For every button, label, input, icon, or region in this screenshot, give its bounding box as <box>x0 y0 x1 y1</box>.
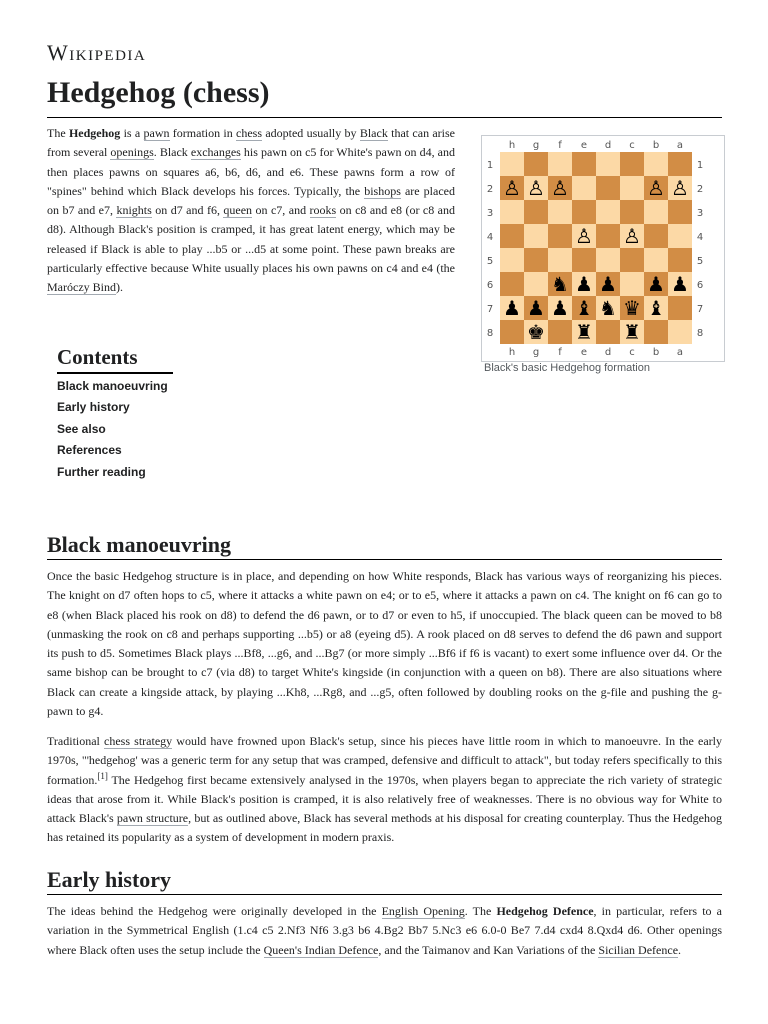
white-pawn-icon: ♙ <box>671 176 689 200</box>
file-label: h <box>508 140 516 151</box>
board-square <box>620 272 644 296</box>
file-label: g <box>532 347 540 358</box>
bold-term: Hedgehog <box>68 126 121 140</box>
file-label: b <box>652 347 660 358</box>
rank-label: 8 <box>696 328 704 339</box>
inline-link[interactable]: queen <box>223 203 253 218</box>
inline-link[interactable]: Black <box>359 126 388 140</box>
rank-label: 7 <box>696 304 704 315</box>
board-square <box>548 200 572 224</box>
rank-label: 1 <box>486 160 494 171</box>
board-square <box>596 224 620 248</box>
white-pawn-icon: ♙ <box>623 224 641 248</box>
diagram-caption: Black's basic Hedgehog formation <box>484 362 650 374</box>
black-knight-icon: ♞ <box>551 272 569 296</box>
file-label: e <box>580 347 588 358</box>
board-square <box>596 248 620 272</box>
inline-link[interactable]: rooks <box>309 203 337 218</box>
black-knight-icon: ♞ <box>599 296 617 320</box>
rank-label: 5 <box>486 256 494 267</box>
section-divider <box>47 894 722 895</box>
file-label: d <box>604 347 612 358</box>
board-square <box>500 224 524 248</box>
toc-item[interactable]: References <box>57 443 122 458</box>
black-pawn-icon: ♟ <box>551 296 569 320</box>
text-run: would have frowned upon Black's setup, since his pieces have little room in which to manoeuvre. In the early 1970s, "'hedgehog' was a generic term for any setup that was cramped, defensive and difficult to attack", but today refers specifically to this formation. <box>47 734 722 787</box>
rank-label: 3 <box>696 208 704 219</box>
inline-link[interactable]: chess strategy <box>104 734 173 748</box>
inline-link[interactable]: exchanges <box>190 145 241 160</box>
board-square <box>620 176 644 200</box>
board-square <box>524 248 548 272</box>
file-label: h <box>508 347 516 358</box>
page-title: Hedgehog (chess) <box>47 76 270 109</box>
black-rook-icon: ♜ <box>575 320 593 344</box>
toc-item[interactable]: Early history <box>57 400 130 415</box>
inline-link[interactable]: pawn <box>143 126 170 140</box>
black-manoeuvring-paragraph-2 <box>47 732 722 848</box>
rank-label: 2 <box>696 184 704 195</box>
board-square <box>620 248 644 272</box>
rank-label: 6 <box>696 280 704 291</box>
text-run: on c7, and <box>252 203 310 218</box>
board-square <box>500 152 524 176</box>
black-queen-icon: ♛ <box>623 296 641 320</box>
board-square <box>572 152 596 176</box>
board-square <box>644 200 668 224</box>
board-square <box>596 176 620 200</box>
rank-label: 7 <box>486 304 494 315</box>
text-run: on d7 and f6, <box>151 203 224 218</box>
black-pawn-icon: ♟ <box>527 296 545 320</box>
rank-label: 3 <box>486 208 494 219</box>
file-label: f <box>558 347 562 358</box>
early-history-paragraph-1 <box>47 902 722 960</box>
toc-divider <box>57 372 173 374</box>
board-square <box>620 200 644 224</box>
black-pawn-icon: ♟ <box>575 272 593 296</box>
black-king-icon: ♚ <box>527 320 545 344</box>
board-square <box>620 152 644 176</box>
chess-diagram-infobox <box>481 135 725 362</box>
board-square <box>524 200 548 224</box>
board-square <box>548 224 572 248</box>
board-square <box>524 152 548 176</box>
white-pawn-icon: ♙ <box>527 176 545 200</box>
inline-link[interactable]: bishops <box>364 183 401 198</box>
board-square <box>596 200 620 224</box>
inline-link[interactable]: English Opening <box>381 904 465 918</box>
file-label: e <box>580 140 588 151</box>
black-pawn-icon: ♟ <box>503 296 521 320</box>
wikipedia-wordmark[interactable]: Wikipedia <box>47 40 147 65</box>
toc-item[interactable]: Further reading <box>57 464 146 479</box>
inline-link[interactable]: pawn structure <box>116 811 189 826</box>
board-square <box>572 248 596 272</box>
intro-paragraph <box>47 124 455 298</box>
board-square <box>500 248 524 272</box>
rank-label: 5 <box>696 256 704 267</box>
white-pawn-icon: ♙ <box>551 176 569 200</box>
inline-link[interactable]: chess <box>236 126 263 140</box>
text-run: formation in <box>169 126 237 140</box>
text-run: , but as outlined above, Black has several methods at his disposal for creating counterplay. Thus the Hedgehog has retained its popularity as a system of development in modern praxis. <box>47 811 722 845</box>
inline-link[interactable]: openings <box>110 145 154 160</box>
inline-link[interactable]: Queen's Indian Defence <box>263 942 379 957</box>
board-square <box>548 248 572 272</box>
black-pawn-icon: ♟ <box>671 272 689 296</box>
file-label: a <box>676 347 684 358</box>
board-square <box>644 320 668 344</box>
board-square <box>644 224 668 248</box>
file-label: b <box>652 140 660 151</box>
file-label: c <box>629 347 635 358</box>
board-square <box>668 200 692 224</box>
rank-label: 6 <box>486 280 494 291</box>
text-run: . The <box>464 904 497 918</box>
white-pawn-icon: ♙ <box>575 224 593 248</box>
toc-list <box>57 378 168 485</box>
rank-label: 8 <box>486 328 494 339</box>
text-run: The ideas behind the Hedgehog were originally developed in the <box>47 904 382 918</box>
text-run: . Black <box>153 145 191 160</box>
text-run: ). <box>115 280 123 295</box>
board-square <box>668 224 692 248</box>
inline-link[interactable]: Maróczy Bind <box>47 280 116 295</box>
board-square <box>572 200 596 224</box>
toc-item[interactable]: See also <box>57 421 106 436</box>
section-heading-early-history: Early history <box>47 867 172 892</box>
citation-ref[interactable]: [1] <box>97 770 108 781</box>
board-square <box>668 320 692 344</box>
board-square <box>668 296 692 320</box>
text-run: his pawn on c5 for White's pawn on d4, and then places pawns on squares a6, b6, d6, and e6. These pawns form a row of "spines" behind which Black develops his forces. Typically, the <box>47 145 455 198</box>
white-pawn-icon: ♙ <box>647 176 665 200</box>
board-square <box>596 152 620 176</box>
file-label: c <box>629 140 635 151</box>
board-square <box>668 152 692 176</box>
rank-label: 2 <box>486 184 494 195</box>
black-pawn-icon: ♟ <box>599 272 617 296</box>
board-square <box>644 152 668 176</box>
black-bishop-icon: ♝ <box>647 296 665 320</box>
inline-link[interactable]: knights <box>116 203 152 218</box>
black-manoeuvring-paragraph-1: Once the basic Hedgehog structure is in place, and depending on how White responds, Black has various ways of reorganizing his pieces. The knight on d7 often hops to c5, where it attacks a white pawn on e4; or to e5, where it attacks a pawn on c4. The knight on f6 can go to e8 (when Black placed his rook on d8) to defend the d6 pawn, or to d7 or even to h5, if unoccupied. The black queen can be moved to b8 (unmasking the rook on c8 and perhaps supporting ...b5) or a8 (eyeing d5). A rook placed on d8 serves to defend the d6 pawn and support its push to d5. Sometimes Black plays ...Bf8, ...g6, and ...Bg7 (or more simply ...Bf6 if f6 is vacant) to exert some influence over d4. Or the same bishop can be brought to c7 (via d8) to target White's kingside (in conjunction with a queen on b8). There are also situations where Black can create a kingside attack, by playing ...Kh8, ...Rg8, and ...g5, often followed by doubling rooks on the g-file and pushing the g-pawn to g4. <box>47 569 722 719</box>
section-heading-black-manoeuvring: Black manoeuvring <box>47 532 231 557</box>
text-run: are placed on b7 and e7, <box>47 183 455 218</box>
text-run: , in particular, refers to a variation in the Symmetrical English (1.c4 c5 2.Nf3 Nf6 3.g3 b6 4.Bg2 Bb7 5.Nc3 e6 6.0-0 Be7 7.d4 cxd4 8.Qxd4 d6. Other openings where Black often uses the setup include the <box>47 904 723 957</box>
file-label: g <box>532 140 540 151</box>
black-pawn-icon: ♟ <box>647 272 665 296</box>
text-run: The <box>47 126 69 140</box>
black-bishop-icon: ♝ <box>575 296 593 320</box>
text-run: , and the Taimanov and Kan Variations of the <box>378 942 599 957</box>
board-square <box>548 320 572 344</box>
board-square <box>668 248 692 272</box>
text-run: Traditional <box>47 734 105 748</box>
board-square <box>500 320 524 344</box>
text-run: is a <box>120 126 144 140</box>
text-run: adopted usually by <box>262 126 360 140</box>
board-square <box>548 152 572 176</box>
rank-label: 1 <box>696 160 704 171</box>
board-square <box>524 272 548 296</box>
title-divider <box>47 117 722 118</box>
black-rook-icon: ♜ <box>623 320 641 344</box>
file-label: d <box>604 140 612 151</box>
toc-title: Contents <box>57 345 138 369</box>
board-square <box>596 320 620 344</box>
text-run: . <box>678 942 682 957</box>
white-pawn-icon: ♙ <box>503 176 521 200</box>
rank-label: 4 <box>696 232 704 243</box>
toc-item[interactable]: Black manoeuvring <box>57 379 168 393</box>
rank-label: 4 <box>486 232 494 243</box>
text-run: on c8 and e8 (or c8 and d8). Although Black's position is cramped, it has great latent energy, which may be released if Black is able to play ...b5 or ...d5 at some point. These pawn breaks are particularly effective because White usually places his own pawns on c4 and e4 (the <box>47 203 455 276</box>
section-divider <box>47 559 722 560</box>
chess-board <box>482 136 724 361</box>
board-square <box>500 200 524 224</box>
inline-link[interactable]: Sicilian Defence <box>598 942 679 957</box>
text-run: The Hedgehog first became extensively analysed in the 1970s, when players began to appreciate the rich variety of strategic ideas that arose from it. While Black's position is cramped, it is also relatively free of weaknesses. There is no obvious way for White to attack Black's <box>47 772 722 826</box>
board-square <box>644 248 668 272</box>
text-run: that can arise from several <box>47 126 456 160</box>
file-label: f <box>558 140 562 151</box>
file-label: a <box>676 140 684 151</box>
board-square <box>524 224 548 248</box>
bold-term: Hedgehog Defence <box>496 904 594 918</box>
board-square <box>572 176 596 200</box>
board-square <box>500 272 524 296</box>
